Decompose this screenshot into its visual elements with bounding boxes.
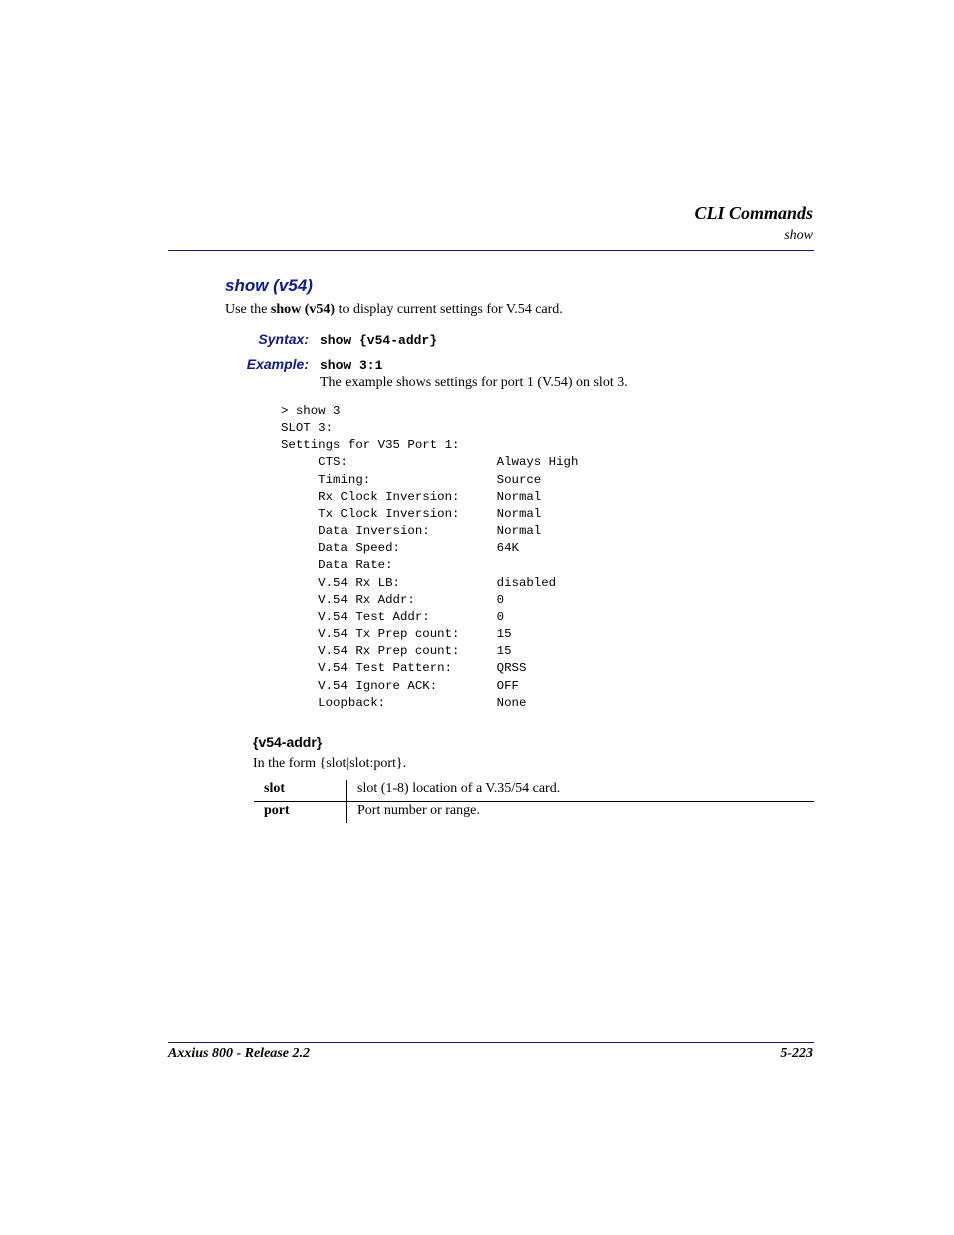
header-rule xyxy=(168,250,814,251)
running-header-subtitle: show xyxy=(784,228,813,243)
example-command: show 3:1 xyxy=(320,358,383,373)
syntax-command: show {v54-addr} xyxy=(320,333,438,348)
section-intro xyxy=(225,302,563,318)
parameter-desc: slot (1-8) location of a V.35/54 card. xyxy=(347,780,815,802)
parameter-name: port xyxy=(254,802,347,824)
footer-product: Axxius 800 - Release 2.2 xyxy=(168,1046,310,1061)
table-row xyxy=(254,802,814,824)
parameter-description: In the form {slot|slot:port}. xyxy=(253,756,407,771)
example-description: The example shows settings for port 1 (V.54) on slot 3. xyxy=(320,375,628,390)
parameter-name: slot xyxy=(254,780,347,802)
parameter-desc: Port number or range. xyxy=(357,803,480,818)
parameter-table xyxy=(254,780,814,823)
footer-page-number: 5-223 xyxy=(780,1046,813,1061)
command-output: > show 3 SLOT 3: Settings for V35 Port 1: CTS: Always High Timing: Source Rx Clock Inversion: Normal Tx Clock Inversion: Normal Data Inversion: Normal Data Speed: 64K Data Rate: V.54 Rx LB: disabled V.54 Rx Addr: 0 V.54 Test Addr: 0 V.54 Tx Prep count: 15 V.54 Rx Prep count: 15 V.54 Test Pattern: QRSS V.54 Ignore ACK: OFF Loopback: None xyxy=(281,404,579,710)
section-title: show (v54) xyxy=(225,276,313,295)
syntax-label: Syntax: xyxy=(258,331,309,347)
parameter-title: {v54-addr} xyxy=(253,734,323,750)
running-header-title: CLI Commands xyxy=(694,203,813,223)
example-label: Example: xyxy=(246,356,309,372)
table-row xyxy=(254,780,814,802)
intro-text-end: to display current settings for V.54 card. xyxy=(335,302,563,317)
intro-text-start: Use the xyxy=(225,302,271,317)
intro-command-name: show (v54) xyxy=(270,302,336,317)
footer-rule xyxy=(168,1042,814,1043)
